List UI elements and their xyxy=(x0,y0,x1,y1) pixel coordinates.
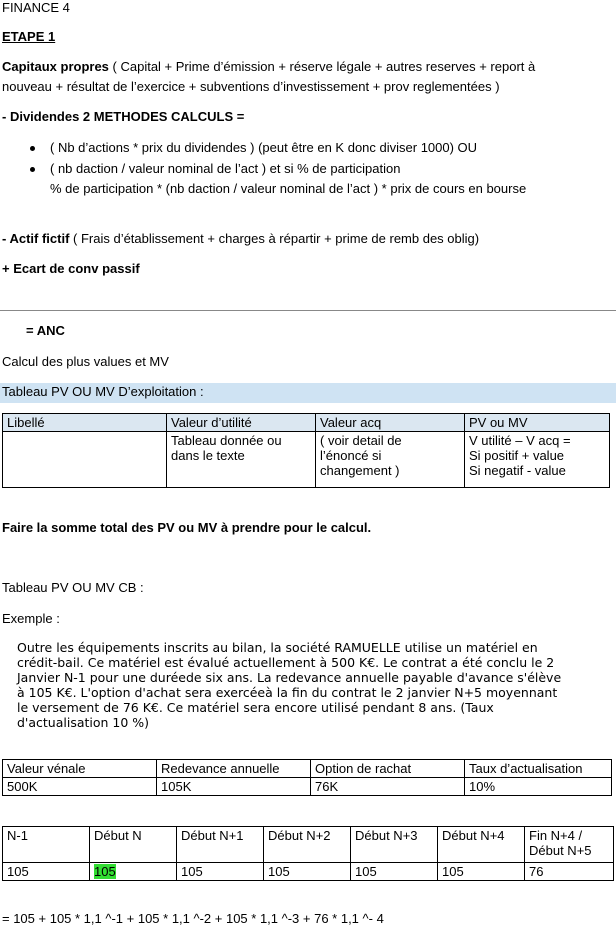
table-header-cell: Option de rachat xyxy=(311,760,465,778)
formula: = 105 + 105 * 1,1 ^-1 + 105 * 1,1 ^-2 + 105 * 1,1 ^-3 + 76 * 1,1 ^- 4 xyxy=(2,911,384,926)
table-header-cell: Début N+4 xyxy=(438,827,525,863)
step-heading: ETAPE 1 xyxy=(2,29,56,44)
table-cell: 76 xyxy=(525,863,614,881)
dividendes-bullet2-cont: % de participation * (nb daction / valeur nominal de l’act ) * prix de cours en bourse xyxy=(50,181,527,196)
example-line: le versement de 76 K€. Ce matériel sera encore utilisé pendant 8 ans. (Taux xyxy=(17,700,494,715)
table-cell: 105 xyxy=(438,863,525,881)
capitaux-text1: ( Capital + Prime d’émission + réserve légale + autres reserves + report à xyxy=(108,59,536,74)
table-header-cell: Début N+2 xyxy=(264,827,351,863)
table-cell: 500K xyxy=(3,778,157,796)
ecart-line: + Ecart de conv passif xyxy=(2,261,140,276)
table-header-cell: Début N+1 xyxy=(177,827,264,863)
bullet-icon xyxy=(30,146,35,151)
table-cell: ( voir detail de l’énoncé si changement ) xyxy=(316,432,465,488)
capitaux-line2: nouveau + résultat de l’exercice + subventions d’investissement + prov reglementées ) xyxy=(2,79,500,94)
table-header-cell: Taux d’actualisation xyxy=(465,760,612,778)
table-header-cell: Valeur vénale xyxy=(3,760,157,778)
cb-summary-table xyxy=(2,759,612,796)
table-cell: 105K xyxy=(157,778,311,796)
example-line: Outre les équipements inscrits au bilan, la société RAMUELLE utilise un matériel en xyxy=(17,640,538,655)
table-cell: 105 xyxy=(351,863,438,881)
table-cell: 105 xyxy=(264,863,351,881)
cb-schedule-table xyxy=(2,826,614,881)
table-header-cell: Redevance annuelle xyxy=(157,760,311,778)
table-header-cell: Libellé xyxy=(3,414,167,432)
calcul-heading: Calcul des plus values et MV xyxy=(2,354,169,369)
pv-mv-table xyxy=(2,413,610,488)
dividendes-bullet2: ( nb daction / valeur nominal de l’act ) et si % de participation xyxy=(50,161,401,176)
capitaux-label: Capitaux propres xyxy=(2,59,109,74)
example-line: d'actualisation 10 %) xyxy=(17,715,150,730)
table-header-cell: Valeur d’utilité xyxy=(167,414,316,432)
actif-line xyxy=(2,231,479,246)
table-cell: 105 xyxy=(3,863,90,881)
anc-total: = ANC xyxy=(26,323,65,338)
bullet-icon xyxy=(30,167,35,172)
table-header-cell: Début N xyxy=(90,827,177,863)
tableau-exploit-heading: Tableau PV OU MV D’exploitation : xyxy=(2,384,204,399)
example-line: crédit-bail. Ce matériel est évalué actuellement à 500 K€. Le contrat a été conclu le 2 xyxy=(17,655,555,670)
table-cell: Tableau donnée ou dans le texte xyxy=(167,432,316,488)
page-title: FINANCE 4 xyxy=(2,0,70,15)
dividendes-bullet1: ( Nb d’actions * prix du dividendes ) (peut être en K donc diviser 1000) OU xyxy=(50,140,478,155)
highlighted-value: 105 xyxy=(94,864,116,879)
table-cell-highlighted xyxy=(90,863,177,881)
somme-note: Faire la somme total des PV ou MV à prendre pour le calcul. xyxy=(2,520,372,535)
exemple-label: Exemple : xyxy=(2,611,60,626)
table-cell: 105 xyxy=(177,863,264,881)
table-cell: 10% xyxy=(465,778,612,796)
divider xyxy=(0,310,616,311)
table-cell: V utilité – V acq = Si positif + value Si negatif - value xyxy=(465,432,610,488)
dividendes-heading: - Dividendes 2 METHODES CALCULS = xyxy=(2,109,245,124)
table-header-cell: Valeur acq xyxy=(316,414,465,432)
actif-text: ( Frais d’établissement + charges à répartir + prime de remb des oblig) xyxy=(69,231,480,246)
table-header-cell: N-1 xyxy=(3,827,90,863)
example-line: Janvier N-1 pour une duréede six ans. La redevance annuelle payable d'avance s'élève xyxy=(17,670,562,685)
table-cell: 76K xyxy=(311,778,465,796)
capitaux-line1 xyxy=(2,59,535,74)
tableau-cb-heading: Tableau PV OU MV CB : xyxy=(2,580,144,595)
table-header-cell: Fin N+4 / Début N+5 xyxy=(525,827,614,863)
table-header-cell: PV ou MV xyxy=(465,414,610,432)
table-header-cell: Début N+3 xyxy=(351,827,438,863)
example-line: à 105 K€. L'option d'achat sera exercéeà la fin du contrat le 2 janvier N+5 moyennant xyxy=(17,685,558,700)
actif-label: - Actif fictif xyxy=(2,231,70,246)
table-cell xyxy=(3,432,167,488)
